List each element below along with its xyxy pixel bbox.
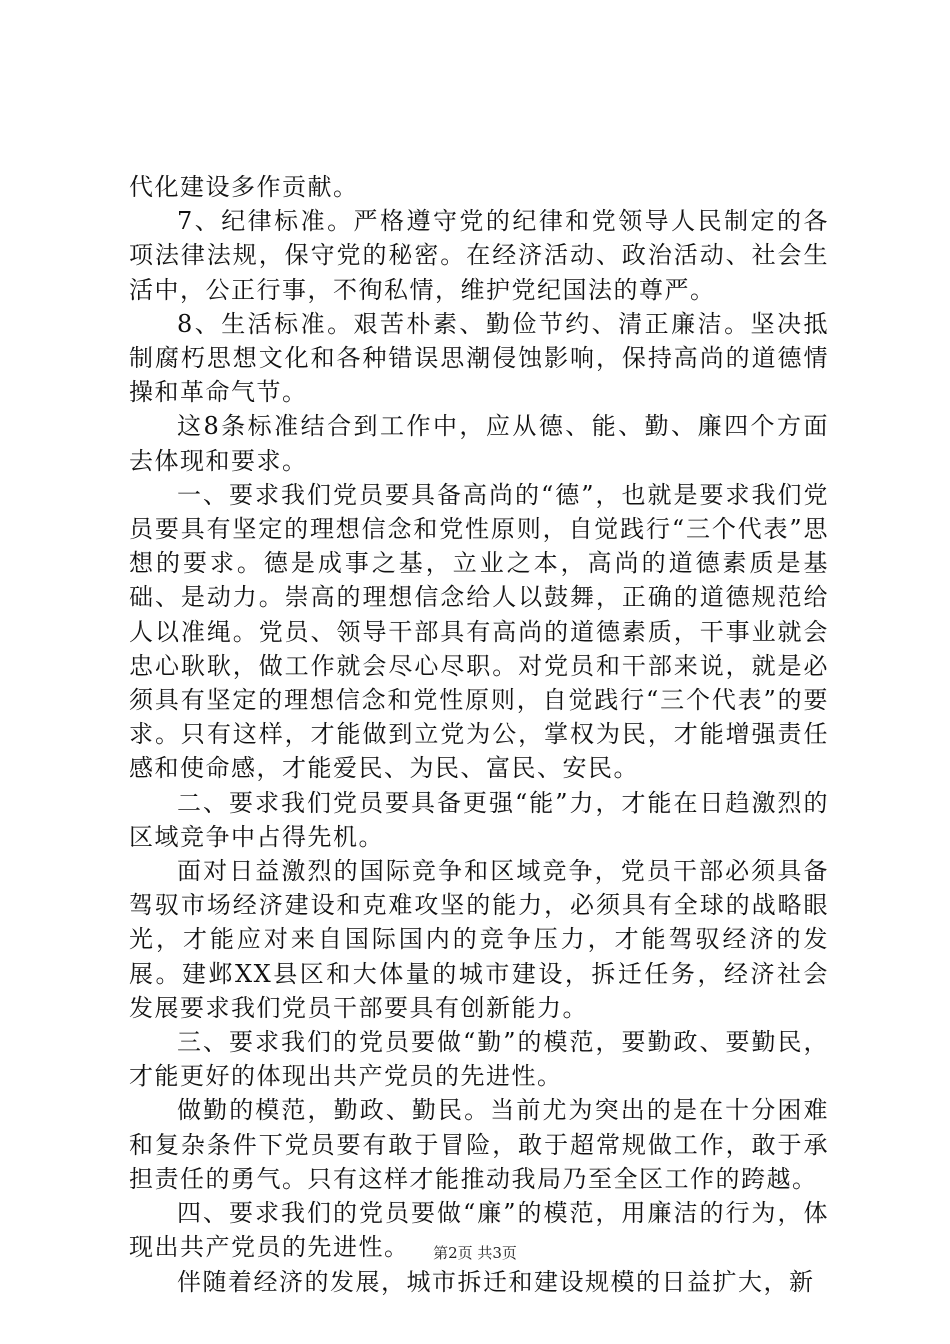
paragraph-diligence-heading: 三、要求我们的党员要做“勤”的模范，要勤政、要勤民，才能更好的体现出共产党员的先进性。	[129, 1028, 829, 1091]
paragraph-integrity-heading: 四、要求我们的党员要做“廉”的模范，用廉洁的行为，体现出共产党员的先进性。	[129, 1199, 829, 1262]
paragraph-integrity-detail: 伴随着经济的发展，城市拆迁和建设规模的日益扩大，新	[177, 1267, 815, 1296]
paragraph-life-standard: 8、生活标准。艰苦朴素、勤俭节约、清正廉洁。坚决抵制腐朽思想文化和各种错误思潮侵蚀影响，保持高尚的道德情操和革命气节。	[129, 309, 829, 407]
page-number-label: 第2页 共3页	[433, 1244, 517, 1262]
paragraph-discipline-standard: 7、纪律标准。严格遵守党的纪律和党领导人民制定的各项法律法规，保守党的秘密。在经济活动、政治活动、社会生活中，公正行事，不徇私情，维护党纪国法的尊严。	[129, 207, 829, 304]
paragraph-ability-heading: 二、要求我们党员要具备更强“能”力，才能在日趋激烈的区域竞争中占得先机。	[129, 788, 829, 851]
paragraph-ability-detail: 面对日益激烈的国际竞争和区域竞争，党员干部必须具备驾驭市场经济建设和克难攻坚的能力，必须具有全球的战略眼光，才能应对来自国际国内的竞争压力，才能驾驭经济的发展。建邺XX县区和大体量的城市建设，拆迁任务，经济社会发展要求我们党员干部要具有创新能力。	[129, 857, 829, 1022]
paragraph-virtue: 一、要求我们党员要具备高尚的“德”，也就是要求我们党员要具有坚定的理想信念和党性原则，自觉践行“三个代表”思想的要求。德是成事之基，立业之本，高尚的道德素质是基础、是动力。崇高的理想信念给人以鼓舞，正确的道德规范给人以准绳。党员、领导干部具有高尚的道德素质，干事业就会忠心耿耿，做工作就会尽心尽职。对党员和干部来说，就是必须具有坚定的理想信念和党性原则，自觉践行“三个代表”的要求。只有这样，才能做到立党为公，掌权为民，才能增强责任感和使命感，才能爱民、为民、富民、安民。	[129, 480, 829, 783]
paragraph-diligence-detail: 做勤的模范，勤政、勤民。当前尤为突出的是在十分困难和复杂条件下党员要有敢于冒险，敢于超常规做工作，敢于承担责任的勇气。只有这样才能推动我局乃至全区工作的跨越。	[129, 1096, 829, 1193]
paragraph-continuation: 代化建设多作贡献。	[129, 173, 359, 201]
document-body	[129, 170, 829, 1299]
paragraph-eight-standards-summary: 这8条标准结合到工作中，应从德、能、勤、廉四个方面去体现和要求。	[129, 412, 829, 475]
page-footer	[0, 1243, 950, 1263]
